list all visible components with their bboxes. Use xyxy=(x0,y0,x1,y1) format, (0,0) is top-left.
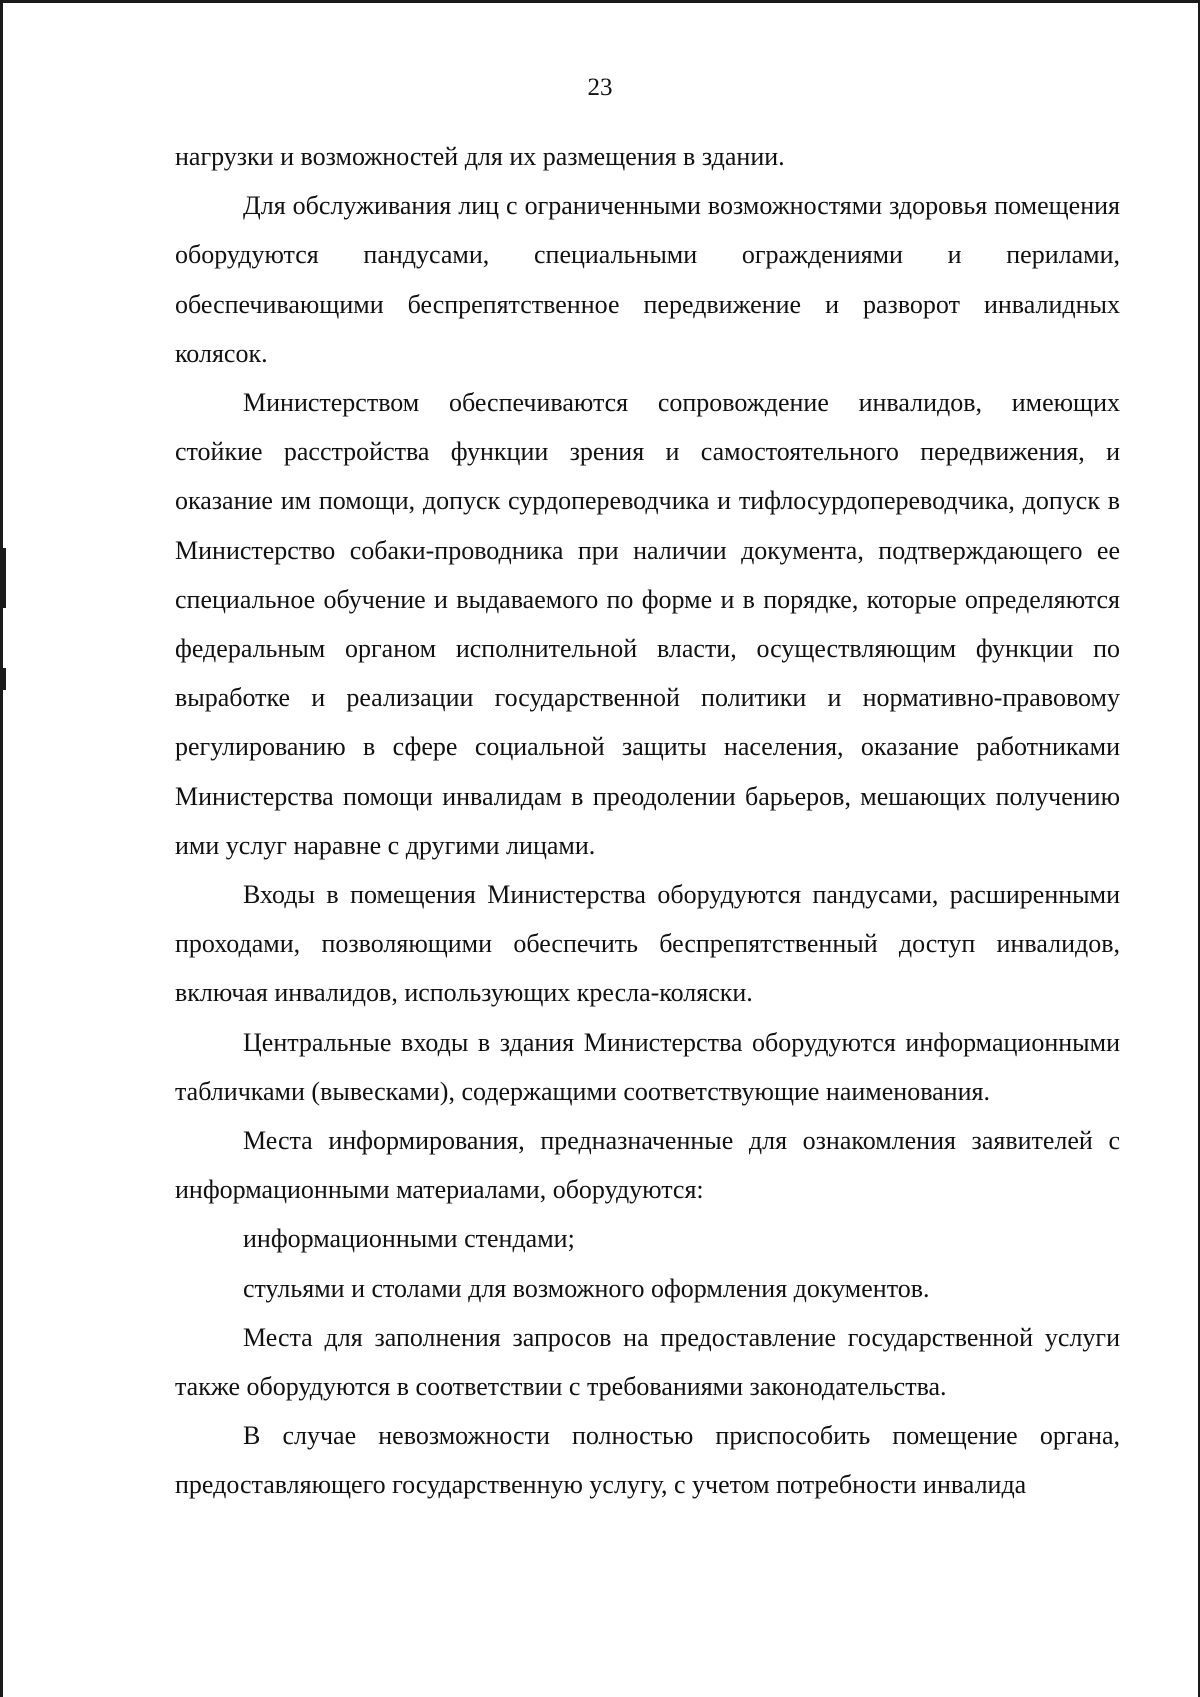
list-item: стульями и столами для возможного оформления документов. xyxy=(243,1273,930,1303)
list-item: информационными стендами; xyxy=(243,1224,575,1254)
paragraph: Места информирования, предназначенные для ознакомления заявителей с информационными материалами, оборудуются: xyxy=(175,1126,1120,1205)
scan-mark xyxy=(0,668,6,690)
paragraph: Места для заполнения запросов на предоставление государственной услуги также оборудуются в соответствии с требованиями законодательства. xyxy=(175,1322,1120,1402)
paragraph: Для обслуживания лиц с ограниченными возможностями здоровья помещения оборудуются пандусами, специальными ограждениями и перилами, обеспечивающими беспрепятственное передвижение и разворот инвалидных колясок. xyxy=(175,191,1120,368)
page-number: 23 xyxy=(587,74,613,101)
document-body xyxy=(175,132,1120,1510)
scan-mark xyxy=(0,548,6,608)
scan-border-top xyxy=(0,0,1200,3)
paragraph: Входы в помещения Министерства оборудуются пандусами, расширенными проходами, позволяющими обеспечить беспрепятственный доступ инвалидов, включая инвалидов, использующих кресла-коляски. xyxy=(175,880,1120,1008)
paragraph: В случае невозможности полностью приспособить помещение органа, предоставляющего государственную услугу, с учетом потребности инвалида xyxy=(175,1421,1120,1500)
paragraph: Центральные входы в здания Министерства оборудуются информационными табличками (вывесками), содержащими соответствующие наименования. xyxy=(175,1027,1120,1106)
paragraph: Министерством обеспечиваются сопровождение инвалидов, имеющих стойкие расстройства функции зрения и самостоятельного передвижения, и оказание им помощи, допуск сурдопереводчика и тифлосурдопереводчика, допуск в Министерство собаки-проводника при наличии документа, подтверждающего ее специальное обучение и выдаваемого по форме и в порядке, которые определяются федеральным органом исполнительной власти, осуществляющим функции по выработке и реализации государственной политики и нормативно-правовому регулированию в сфере социальной защиты населения, оказание работниками Министерства помощи инвалидам в преодолении барьеров, мешающих получению ими услуг наравне с другими лицами. xyxy=(175,388,1120,860)
paragraph: нагрузки и возможностей для их размещения в здании. xyxy=(175,142,785,171)
scan-border-left xyxy=(0,0,3,1697)
